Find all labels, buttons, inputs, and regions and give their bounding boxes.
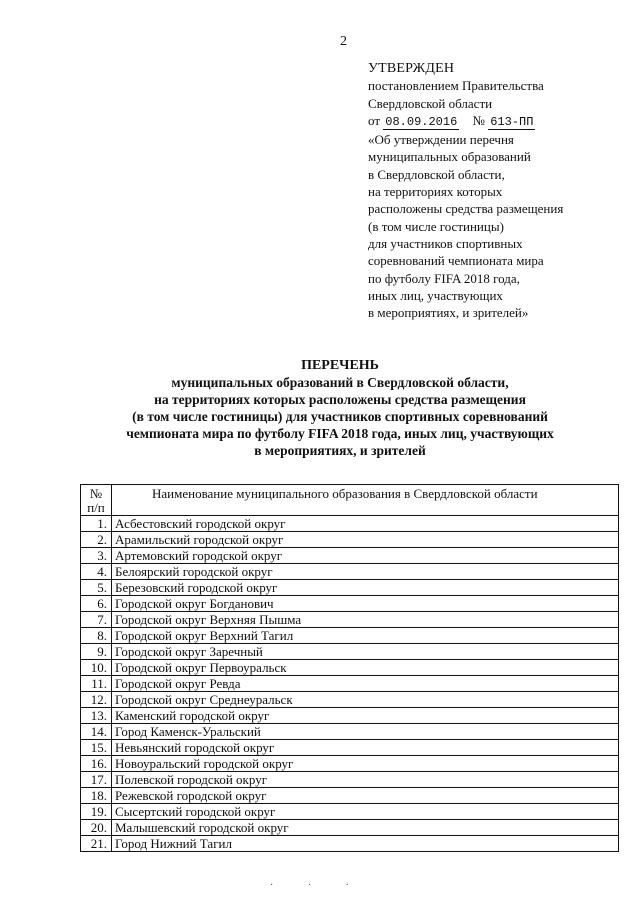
row-number: 14. [81, 724, 112, 740]
row-municipality-name: Городской округ Богданович [112, 596, 619, 612]
page-footer-marks: · · · [270, 880, 365, 891]
approval-number: 613-ПП [490, 114, 534, 129]
municipalities-table [80, 484, 619, 852]
table-row [81, 724, 619, 740]
approval-block [368, 60, 638, 321]
title-word: ПЕРЕЧЕНЬ [301, 358, 379, 373]
approval-subject-line: на территориях которых [368, 184, 503, 200]
table-row [81, 804, 619, 820]
row-municipality-name: Городской округ Верхний Тагил [112, 628, 619, 644]
row-number: 10. [81, 660, 112, 676]
row-municipality-name: Городской округ Первоуральск [112, 660, 619, 676]
table-body [81, 516, 619, 852]
approval-line-1: постановлением Правительства [368, 78, 544, 94]
table-row [81, 756, 619, 772]
title-line: муниципальных образований в Свердловской области, [171, 375, 509, 390]
document-title [60, 357, 620, 459]
header-num-line-2: п/п [87, 500, 105, 515]
approval-subject-line: в Свердловской области, [368, 166, 505, 182]
approval-subject-line: (в том числе гостиницы) [368, 218, 504, 234]
row-number: 17. [81, 772, 112, 788]
approval-subject [368, 131, 638, 321]
row-number: 9. [81, 644, 112, 660]
table-row [81, 788, 619, 804]
approval-subject-line: иных лиц, участвующих [368, 287, 503, 303]
table-row [81, 516, 619, 532]
row-municipality-name: Город Каменск-Уральский [112, 724, 619, 740]
table-row [81, 708, 619, 724]
row-number: 21. [81, 836, 112, 852]
row-number: 16. [81, 756, 112, 772]
table-row [81, 740, 619, 756]
table-row [81, 772, 619, 788]
row-municipality-name: Городской округ Ревда [112, 676, 619, 692]
table-row [81, 676, 619, 692]
row-number: 15. [81, 740, 112, 756]
table-row [81, 596, 619, 612]
title-line: в мероприятиях, и зрителей [254, 443, 426, 458]
approval-subject-line: для участников спортивных [368, 235, 523, 251]
table-row [81, 580, 619, 596]
approval-subject-line: «Об утверждении перечня [368, 132, 514, 148]
row-municipality-name: Режевской городской округ [112, 788, 619, 804]
title-line: на территориях которых расположены средства размещения [154, 392, 526, 407]
row-number: 12. [81, 692, 112, 708]
row-municipality-name: Малышевский городской округ [112, 820, 619, 836]
row-municipality-name: Город Нижний Тагил [112, 836, 619, 852]
table-row [81, 628, 619, 644]
row-number: 3. [81, 548, 112, 564]
approval-line-2: Свердловской области [368, 95, 493, 111]
approval-subject-line: соревнований чемпионата мира [368, 253, 544, 269]
approval-subject-line: по футболу FIFA 2018 года, [368, 270, 520, 286]
table-header-row [81, 485, 619, 516]
table-row [81, 532, 619, 548]
title-line: (в том числе гостиницы) для участников спортивных соревнований [132, 409, 548, 424]
row-municipality-name: Сысертский городской округ [112, 804, 619, 820]
row-municipality-name: Городской округ Верхняя Пышма [112, 612, 619, 628]
approval-subject-line: муниципальных образований [368, 149, 531, 165]
row-number: 8. [81, 628, 112, 644]
row-municipality-name: Невьянский городской округ [112, 740, 619, 756]
row-number: 4. [81, 564, 112, 580]
row-municipality-name: Арамильский городской округ [112, 532, 619, 548]
title-line: чемпионата мира по футболу FIFA 2018 года, иных лиц, участвующих [126, 426, 554, 441]
header-name: Наименование муниципального образования в Свердловской области [112, 485, 619, 516]
row-number: 6. [81, 596, 112, 612]
row-municipality-name: Городской округ Заречный [112, 644, 619, 660]
table-row [81, 644, 619, 660]
row-municipality-name: Полевской городской округ [112, 772, 619, 788]
row-municipality-name: Новоуральский городской округ [112, 756, 619, 772]
table-row [81, 564, 619, 580]
table-row [81, 820, 619, 836]
row-number: 7. [81, 612, 112, 628]
number-prefix: № [472, 112, 485, 128]
table-row [81, 660, 619, 676]
page-number: 2 [340, 34, 347, 49]
row-number: 20. [81, 820, 112, 836]
row-municipality-name: Каменский городской округ [112, 708, 619, 724]
approval-date-line [368, 112, 638, 131]
row-municipality-name: Городской округ Среднеуральск [112, 692, 619, 708]
table-row [81, 612, 619, 628]
table-row [81, 548, 619, 564]
row-municipality-name: Белоярский городской округ [112, 564, 619, 580]
table-row [81, 836, 619, 852]
row-number: 11. [81, 676, 112, 692]
header-num [81, 485, 112, 516]
approval-heading: УТВЕРЖДЕН [368, 61, 455, 76]
row-number: 5. [81, 580, 112, 596]
row-number: 19. [81, 804, 112, 820]
date-prefix: от [368, 112, 381, 128]
approval-subject-line: расположены средства размещения [368, 201, 564, 217]
row-municipality-name: Асбестовский городской округ [112, 516, 619, 532]
row-number: 13. [81, 708, 112, 724]
approval-date: 08.09.2016 [385, 114, 458, 129]
row-number: 18. [81, 788, 112, 804]
row-number: 1. [81, 516, 112, 532]
approval-subject-line: в мероприятиях, и зрителей» [368, 305, 529, 321]
row-municipality-name: Артемовский городской округ [112, 548, 619, 564]
table-row [81, 692, 619, 708]
header-num-line-1: № [89, 486, 103, 501]
row-municipality-name: Березовский городской округ [112, 580, 619, 596]
title-lines [60, 374, 620, 459]
row-number: 2. [81, 532, 112, 548]
